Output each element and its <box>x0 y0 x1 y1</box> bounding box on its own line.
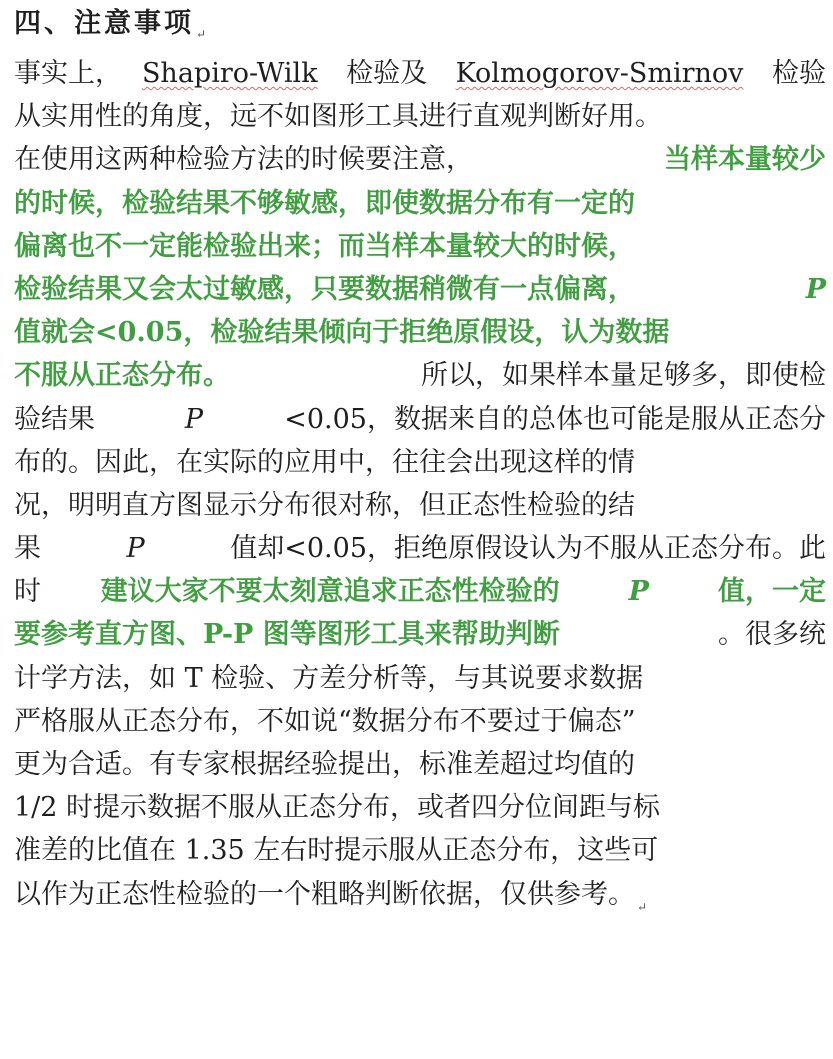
text-run: 验结果 <box>14 403 104 435</box>
highlighted-text: 建议大家不要太刻意追求正态性检验的 <box>100 576 570 608</box>
text-line <box>14 311 826 354</box>
text-run: 所以，如果样本量足够多，即使检 <box>421 360 826 392</box>
highlighted-text: 不服从正态分布。 <box>14 360 230 392</box>
spellcheck-underlined-term: Shapiro-Wilk <box>141 58 318 89</box>
text-run: 检验 <box>763 58 826 89</box>
text-run: 严格服从正态分布，不如说“数据分布不要过于偏态” <box>14 705 636 737</box>
text-run: 果 <box>14 533 50 565</box>
text-line <box>14 527 826 570</box>
text-run: 从实用性的角度，远不如图形工具进行直观判断好用。 <box>14 101 662 133</box>
text-run: 检验及 <box>337 58 436 89</box>
highlighted-text: 的时候，检验结果不够敏感，即使数据分布有一定的 <box>14 187 635 219</box>
spellcheck-underlined-term: Kolmogorov-Smirnov <box>455 58 744 89</box>
text-run: 时 <box>14 576 41 608</box>
text-run: <0.05，数据来自的总体也可能是服从正态分 <box>284 403 826 435</box>
text-run: 更为合适。有专家根据经验提出，标准差超过均值的 <box>14 749 635 780</box>
text-line <box>14 398 826 441</box>
highlighted-text: P <box>805 273 826 305</box>
text-line <box>14 786 826 829</box>
highlighted-text: 偏离也不一定能检验出来；而当样本量较大的时候， <box>14 230 635 262</box>
text-line <box>14 700 826 743</box>
text-line <box>14 225 826 268</box>
text-run: P <box>184 403 203 435</box>
text-run: 1/2 时提示数据不服从正态分布，或者四分位间距与标 <box>14 792 661 824</box>
section-heading <box>14 4 209 44</box>
text-line <box>14 484 826 527</box>
text-run: 以作为正态性检验的一个粗略判断依据，仅供参考。 <box>14 878 635 910</box>
text-run: 计学方法，如 T 检验、方差分析等，与其说要求数据 <box>14 662 644 694</box>
text-line <box>14 743 826 786</box>
text-run: 在使用这两种检验方法的时候要注意， <box>14 144 473 176</box>
text-run: 准差的比值在 1.35 左右时提示服从正态分布，这些可 <box>14 835 659 867</box>
highlighted-text: P <box>628 576 649 608</box>
text-run: 值却<0.05，拒绝原假设认为不服从正态分布。此 <box>221 533 826 565</box>
text-line <box>14 268 826 311</box>
highlighted-text: 要参考直方图、P-P 图等图形工具来帮助判断 <box>14 619 560 651</box>
text-line <box>14 52 826 95</box>
text-line <box>14 873 826 916</box>
text-line <box>14 138 826 181</box>
text-run: 况，明明直方图显示分布很对称，但正态性检验的结 <box>14 489 635 521</box>
body-paragraph <box>14 52 826 916</box>
text-line <box>14 570 826 613</box>
text-line <box>14 182 826 225</box>
heading-text: 四、注意事项 <box>14 8 194 39</box>
text-line <box>14 657 826 700</box>
highlighted-text: 值就会<0.05，检验结果倾向于拒绝原假设，认为数据 <box>14 317 670 349</box>
text-run: P <box>126 533 145 565</box>
highlighted-text: 检验结果又会太过敏感，只要数据稍微有一点偏离， <box>14 273 635 305</box>
paragraph-mark-icon: ↵ <box>637 899 648 914</box>
text-run: 布的。因此，在实际的应用中，往往会出现这样的情 <box>14 446 635 478</box>
text-line <box>14 354 826 397</box>
paragraph-mark-icon: ↵ <box>196 27 210 41</box>
text-run: 。很多统 <box>718 619 826 651</box>
text-run: 事实上， <box>14 58 122 89</box>
highlighted-text: 当样本量较少 <box>664 144 826 176</box>
highlighted-text: 值，一定 <box>708 576 826 608</box>
document-page <box>14 0 826 1059</box>
text-line <box>14 829 826 872</box>
text-line <box>14 95 826 138</box>
text-line <box>14 613 826 656</box>
text-line <box>14 441 826 484</box>
